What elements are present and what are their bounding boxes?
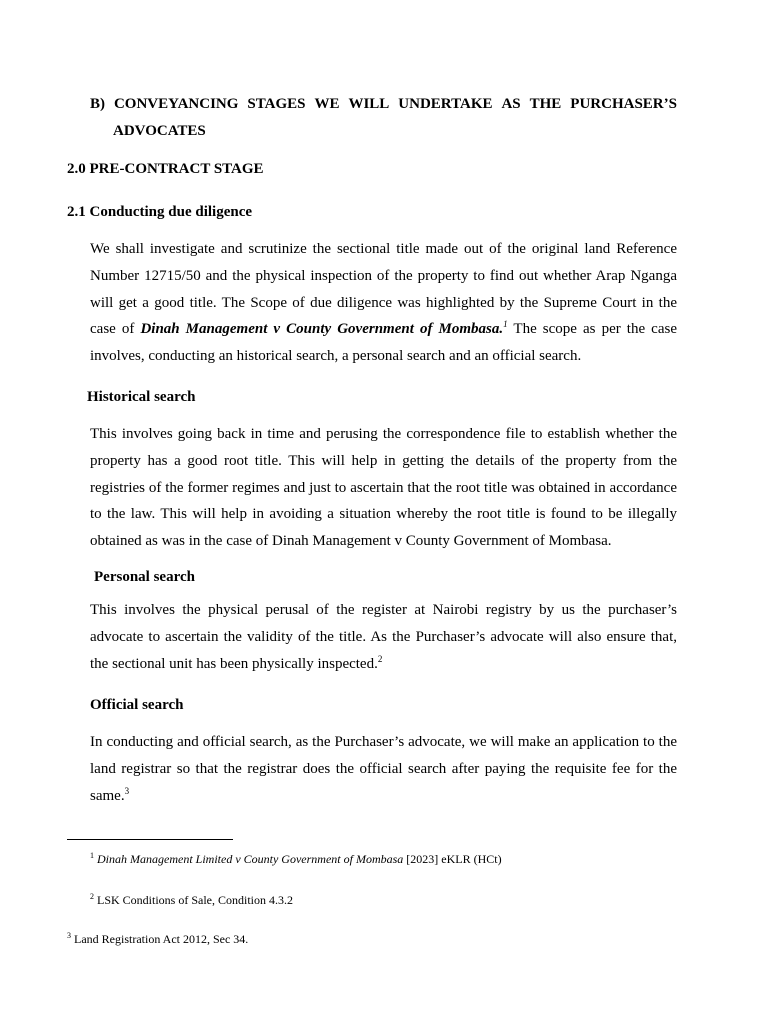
footnote-ref-1[interactable]: 1 [503,319,508,330]
heading-word: WE [314,96,340,112]
official-search-paragraph [90,729,677,809]
case-citation: Dinah Management v County Government of Mombasa. [140,321,504,338]
footnote-text: [2023] eKLR (HCt) [403,852,502,866]
heading-word: UNDERTAKE [398,96,493,112]
section-b-heading-line1 [90,91,677,118]
paragraph-text: In conducting and official search, as the Purchaser’s advocate, we will make an application to the land registrar so that the registrar does the official search after paying the requisite fee for the same. [90,734,677,804]
section-2-0-title: 2.0 PRE-CONTRACT STAGE [67,161,264,177]
section-b-heading-line2: ADVOCATES [113,123,206,139]
section-2-1-title: 2.1 Conducting due diligence [67,204,253,220]
heading-word: WILL [348,96,390,112]
heading-word: AS [501,96,521,112]
official-search-title: Official search [90,697,184,713]
footnote-text: LSK Conditions of Sale, Condition 4.3.2 [97,893,294,907]
paragraph-text: The scope as per the case involves, conducting an historical search, a personal search and an official search. [90,321,677,365]
due-diligence-paragraph [90,236,677,370]
footnote-separator [67,839,233,840]
historical-search-title: Historical search [87,389,196,405]
footnote-ref-3[interactable]: 3 [124,785,130,796]
footnote-text: Land Registration Act 2012, Sec 34. [74,932,249,946]
footnote-number: 3 [67,931,71,940]
footnote-2 [90,893,293,907]
historical-search-paragraph: This involves going back in time and perusing the correspondence file to establish whether the property has a good root title. This will help in getting the details of the property from the registries of the former regimes and just to ascertain that the root title was obtained in accordance to the law. This will help in avoiding a situation whereby the root title is found to be illegally obtained as was in the case of Dinah Management v County Government of Mombasa. [90,426,677,550]
heading-word: STAGES [247,96,306,112]
footnote-number: 1 [90,851,94,860]
footnote-ref-2[interactable]: 2 [377,653,383,664]
personal-search-paragraph [90,597,677,677]
footnote-1 [90,852,502,866]
footnote-3 [67,932,248,946]
paragraph-text: We shall investigate and scrutinize the sectional title made out of the original land Reference Number 12715/50 and the physical inspection of the property to find out whether Arap Nganga will get a good title. The Scope of due diligence was highlighted by the Supreme Court in the case of [90,241,677,338]
heading-word: THE [529,96,562,112]
heading-word: PURCHASER’S [570,96,677,112]
personal-search-title: Personal search [94,569,195,585]
footnote-case-name: Dinah Management Limited v County Government of Mombasa [97,852,404,866]
section-b-marker: B) [90,96,105,112]
paragraph-text: This involves the physical perusal of the register at Nairobi registry by us the purchaser’s advocate to ascertain the validity of the title. As the Purchaser’s advocate will also ensure that, the sectional unit has been physically inspected. [90,602,677,672]
section-b-heading [90,91,677,145]
heading-word: CONVEYANCING [113,96,239,112]
footnote-number: 2 [90,892,94,901]
